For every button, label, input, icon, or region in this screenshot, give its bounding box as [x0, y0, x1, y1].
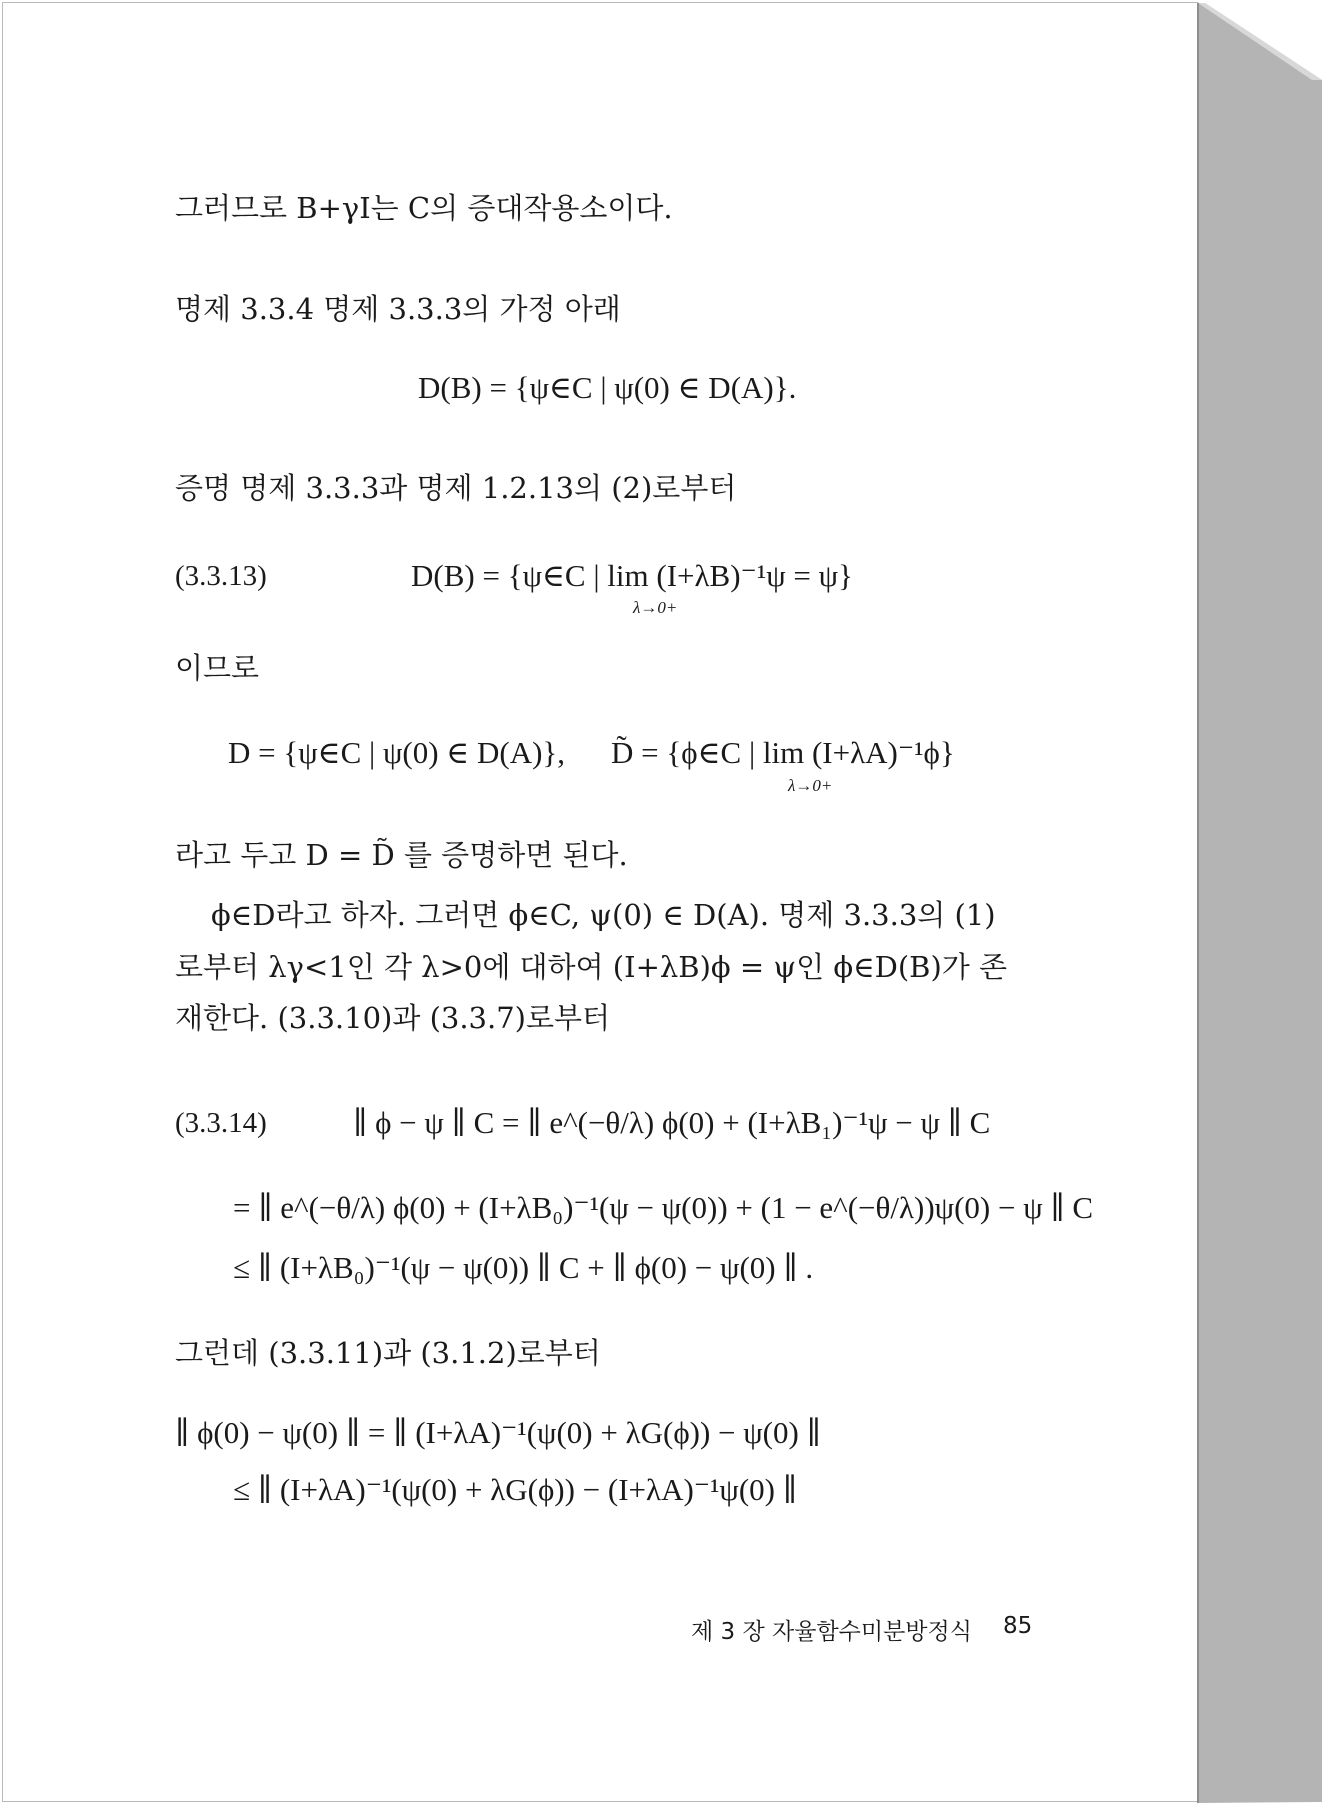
limit-subscript-2: λ→0+ [788, 776, 833, 795]
text-line-hence: 이므로 [175, 651, 260, 685]
page-number: 85 [1003, 1613, 1033, 1639]
proof-heading: 증명 명제 3.3.3과 명제 1.2.13의 (2)로부터 [175, 471, 737, 505]
equation-set-d: D = {ψ∈C | ψ(0) ∈ D(A)}, [228, 735, 566, 770]
equation-3-3-13: D(B) = {ψ∈C | lim (I+λB)⁻¹ψ = ψ} [411, 558, 853, 593]
text-line-to-prove: 라고 두고 D = D̃ 를 증명하면 된다. [175, 838, 628, 872]
text-line-conclusion: 그러므로 B+γI는 C의 증대작용소이다. [175, 191, 673, 225]
equation-3-3-14-line-3: ≤ ∥ (I+λB₀)⁻¹(ψ − ψ(0)) ∥ C + ∥ ϕ(0) − ψ(0) ∥ . [233, 1250, 814, 1285]
paragraph-line-2: 로부터 λγ<1인 각 λ>0에 대하여 (I+λB)ϕ = ψ인 ϕ∈D(B)가 존 [175, 950, 1008, 984]
limit-subscript-1: λ→0+ [633, 598, 678, 617]
equation-number-3-3-13: (3.3.13) [175, 560, 267, 592]
equation-norm-estimate-line-2: ≤ ∥ (I+λA)⁻¹(ψ(0) + λG(ϕ)) − (I+λA)⁻¹ψ(0) ∥ [233, 1472, 798, 1507]
equation-3-3-14-line-2: = ∥ e^(−θ/λ) ϕ(0) + (I+λB₀)⁻¹(ψ − ψ(0)) + (1 − e^(−θ/λ))ψ(0) − ψ ∥ C [233, 1190, 1094, 1225]
text-line-however: 그런데 (3.3.11)과 (3.1.2)로부터 [175, 1336, 601, 1370]
book-side-face [1198, 3, 1322, 1803]
paragraph-line-3: 재한다. (3.3.10)과 (3.3.7)로부터 [175, 1001, 611, 1035]
equation-number-3-3-14: (3.3.14) [175, 1107, 267, 1139]
proposition-heading: 명제 3.3.4 명제 3.3.3의 가정 아래 [175, 292, 621, 326]
equation-set-d-tilde: D̃ = {ϕ∈C | lim (I+λA)⁻¹ϕ} [611, 735, 955, 770]
equation-domain-b: D(B) = {ψ∈C | ψ(0) ∈ D(A)}. [418, 370, 797, 405]
running-footer-chapter: 제 3 장 자율함수미분방정식 [691, 1619, 972, 1645]
paragraph-line-1: ϕ∈D라고 하자. 그러면 ϕ∈C, ψ(0) ∈ D(A). 명제 3.3.3의 (1) [211, 898, 996, 932]
equation-3-3-14: ∥ ϕ − ψ ∥ C = ∥ e^(−θ/λ) ϕ(0) + (I+λB₁)⁻¹ψ − ψ ∥ C [353, 1105, 991, 1140]
equation-norm-estimate: ∥ ϕ(0) − ψ(0) ∥ = ∥ (I+λA)⁻¹(ψ(0) + λG(ϕ)) − ψ(0) ∥ [175, 1415, 821, 1450]
